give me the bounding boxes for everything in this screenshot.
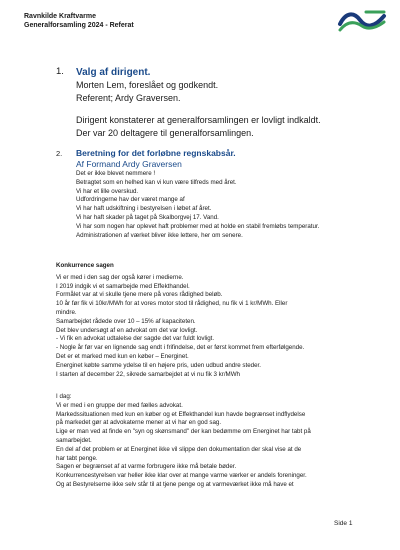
section-line: Det blev undersøgt af en advokat om det var lovligt. [56, 326, 198, 334]
section-line: Dirigent konstaterer at generalforsamlingen er lovligt indkaldt. [76, 115, 321, 125]
section-title: Valg af dirigent. [76, 67, 151, 78]
section-line: Vi har haft skader på taget på Skalborgvej 17. Vand. [76, 213, 219, 221]
section-subtitle: Af Formand Ardy Graversen [76, 159, 182, 169]
section-i-dag [56, 393, 376, 490]
kraftvarme-logo-icon [336, 6, 388, 34]
organization-name: Ravnkilde Kraftvarme [24, 13, 96, 20]
section-line: på markedet gør at advokaterne mener at vi har en god sag. [56, 419, 222, 427]
section-line: har tabt penge. [56, 454, 98, 462]
section-line: Vi er med i den sag der også kører i medierne. [56, 273, 184, 281]
section-line: Vi har et lille overskud. [76, 187, 139, 195]
section-line: Det er ikke blevet nemmere ! [76, 170, 156, 177]
section-line: Vi har som nogen har oplevet haft problemer med at holde en stabil fremløbs temperatur. [76, 222, 320, 230]
section-line: Udfordringerne hav der været mange af [76, 196, 185, 204]
section-number: 2. [56, 149, 63, 158]
section-line: 10 år før fik vi 10kr/MWh for at vores motor stod til rådighed, nu fik vi 1 kr/MWh. Eller [56, 300, 288, 308]
section-line: Vi er med i en gruppe der med fælles advokat. [56, 401, 183, 409]
subsection-title: I dag: [56, 393, 72, 400]
section-line: Morten Lem, foreslået og godkendt. [76, 80, 219, 90]
section-line: Det er et marked med kun en køber – Energinet. [56, 352, 189, 360]
section-title: Beretning for det forløbne regnskabsår. [76, 148, 236, 158]
section-line: Markedssituationen med kun en køber og et Effekthandel kun havde begrænset indflydelse [56, 410, 306, 418]
section-line: Der var 20 deltagere til generalforsamlingen. [76, 127, 254, 138]
section-line: En del af det problem er at Energinet ikke vil slippe den dokumentation der skal vise at de [56, 445, 302, 453]
section-line: Samarbejdet rådede over 10 – 15% af kapaciteten. [56, 317, 196, 325]
spacer [76, 104, 382, 114]
section-line: Sagen er begrænset af at varme forbrugere ikke må betale bøder. [56, 463, 237, 471]
section-valg-af-dirigent [56, 66, 382, 139]
section-line: Referent; Ardy Graversen. [76, 92, 181, 103]
section-line: Og at Bestyrelserne ikke selv står til at tjene penge og at varmeværket ikke må have et [56, 480, 294, 488]
section-beretning [56, 148, 382, 240]
section-line: - Nogle år før var en lignende sag endt i frifindelse, det er først kommet frem efterfølgende. [56, 344, 305, 352]
document-header [24, 12, 134, 30]
section-number: 1. [56, 66, 64, 77]
section-line: Lige er man ved at finde en "syn og skønsmand" der kan bedømme om Energinet har tabt på [56, 428, 311, 436]
section-line: Konkurrencestyrelsen var heller ikke klar over at mange varme værker er andels foreninger. [56, 472, 307, 480]
section-line: I 2019 indgik vi et samarbejde med Effekthandel. [56, 282, 190, 290]
subsection-title: Konkurrence sagen [56, 262, 114, 269]
section-line: Vi har haft udskiftning i bestyrelsen i løbet af året. [76, 205, 212, 213]
section-konkurrence-sagen [56, 262, 376, 379]
page-number: Side 1 [334, 520, 353, 527]
section-line: samarbejdet. [56, 436, 92, 444]
section-line: I starten af december 22, sikrede samarbejdet at vi nu fik 3 kr/MWh [56, 370, 240, 378]
section-line: mindre. [56, 308, 77, 316]
section-line: Energinet købte samme ydelse til en højere pris, uden udbud andre steder. [56, 361, 261, 369]
document-title: Generalforsamling 2024 - Referat [24, 22, 134, 29]
section-line: Betragtet som en helhed kan vi kun være tilfreds med året. [76, 178, 237, 186]
section-line: Formålet var at vi skulle tjene mere på vores rådighed beløb. [56, 291, 223, 299]
section-line: - Vi fik en advokat udtalelse der sagde det var fuldt lovligt. [56, 335, 215, 343]
section-line: Administrationen af værket bliver ikke lettere, her om senere. [76, 231, 243, 239]
